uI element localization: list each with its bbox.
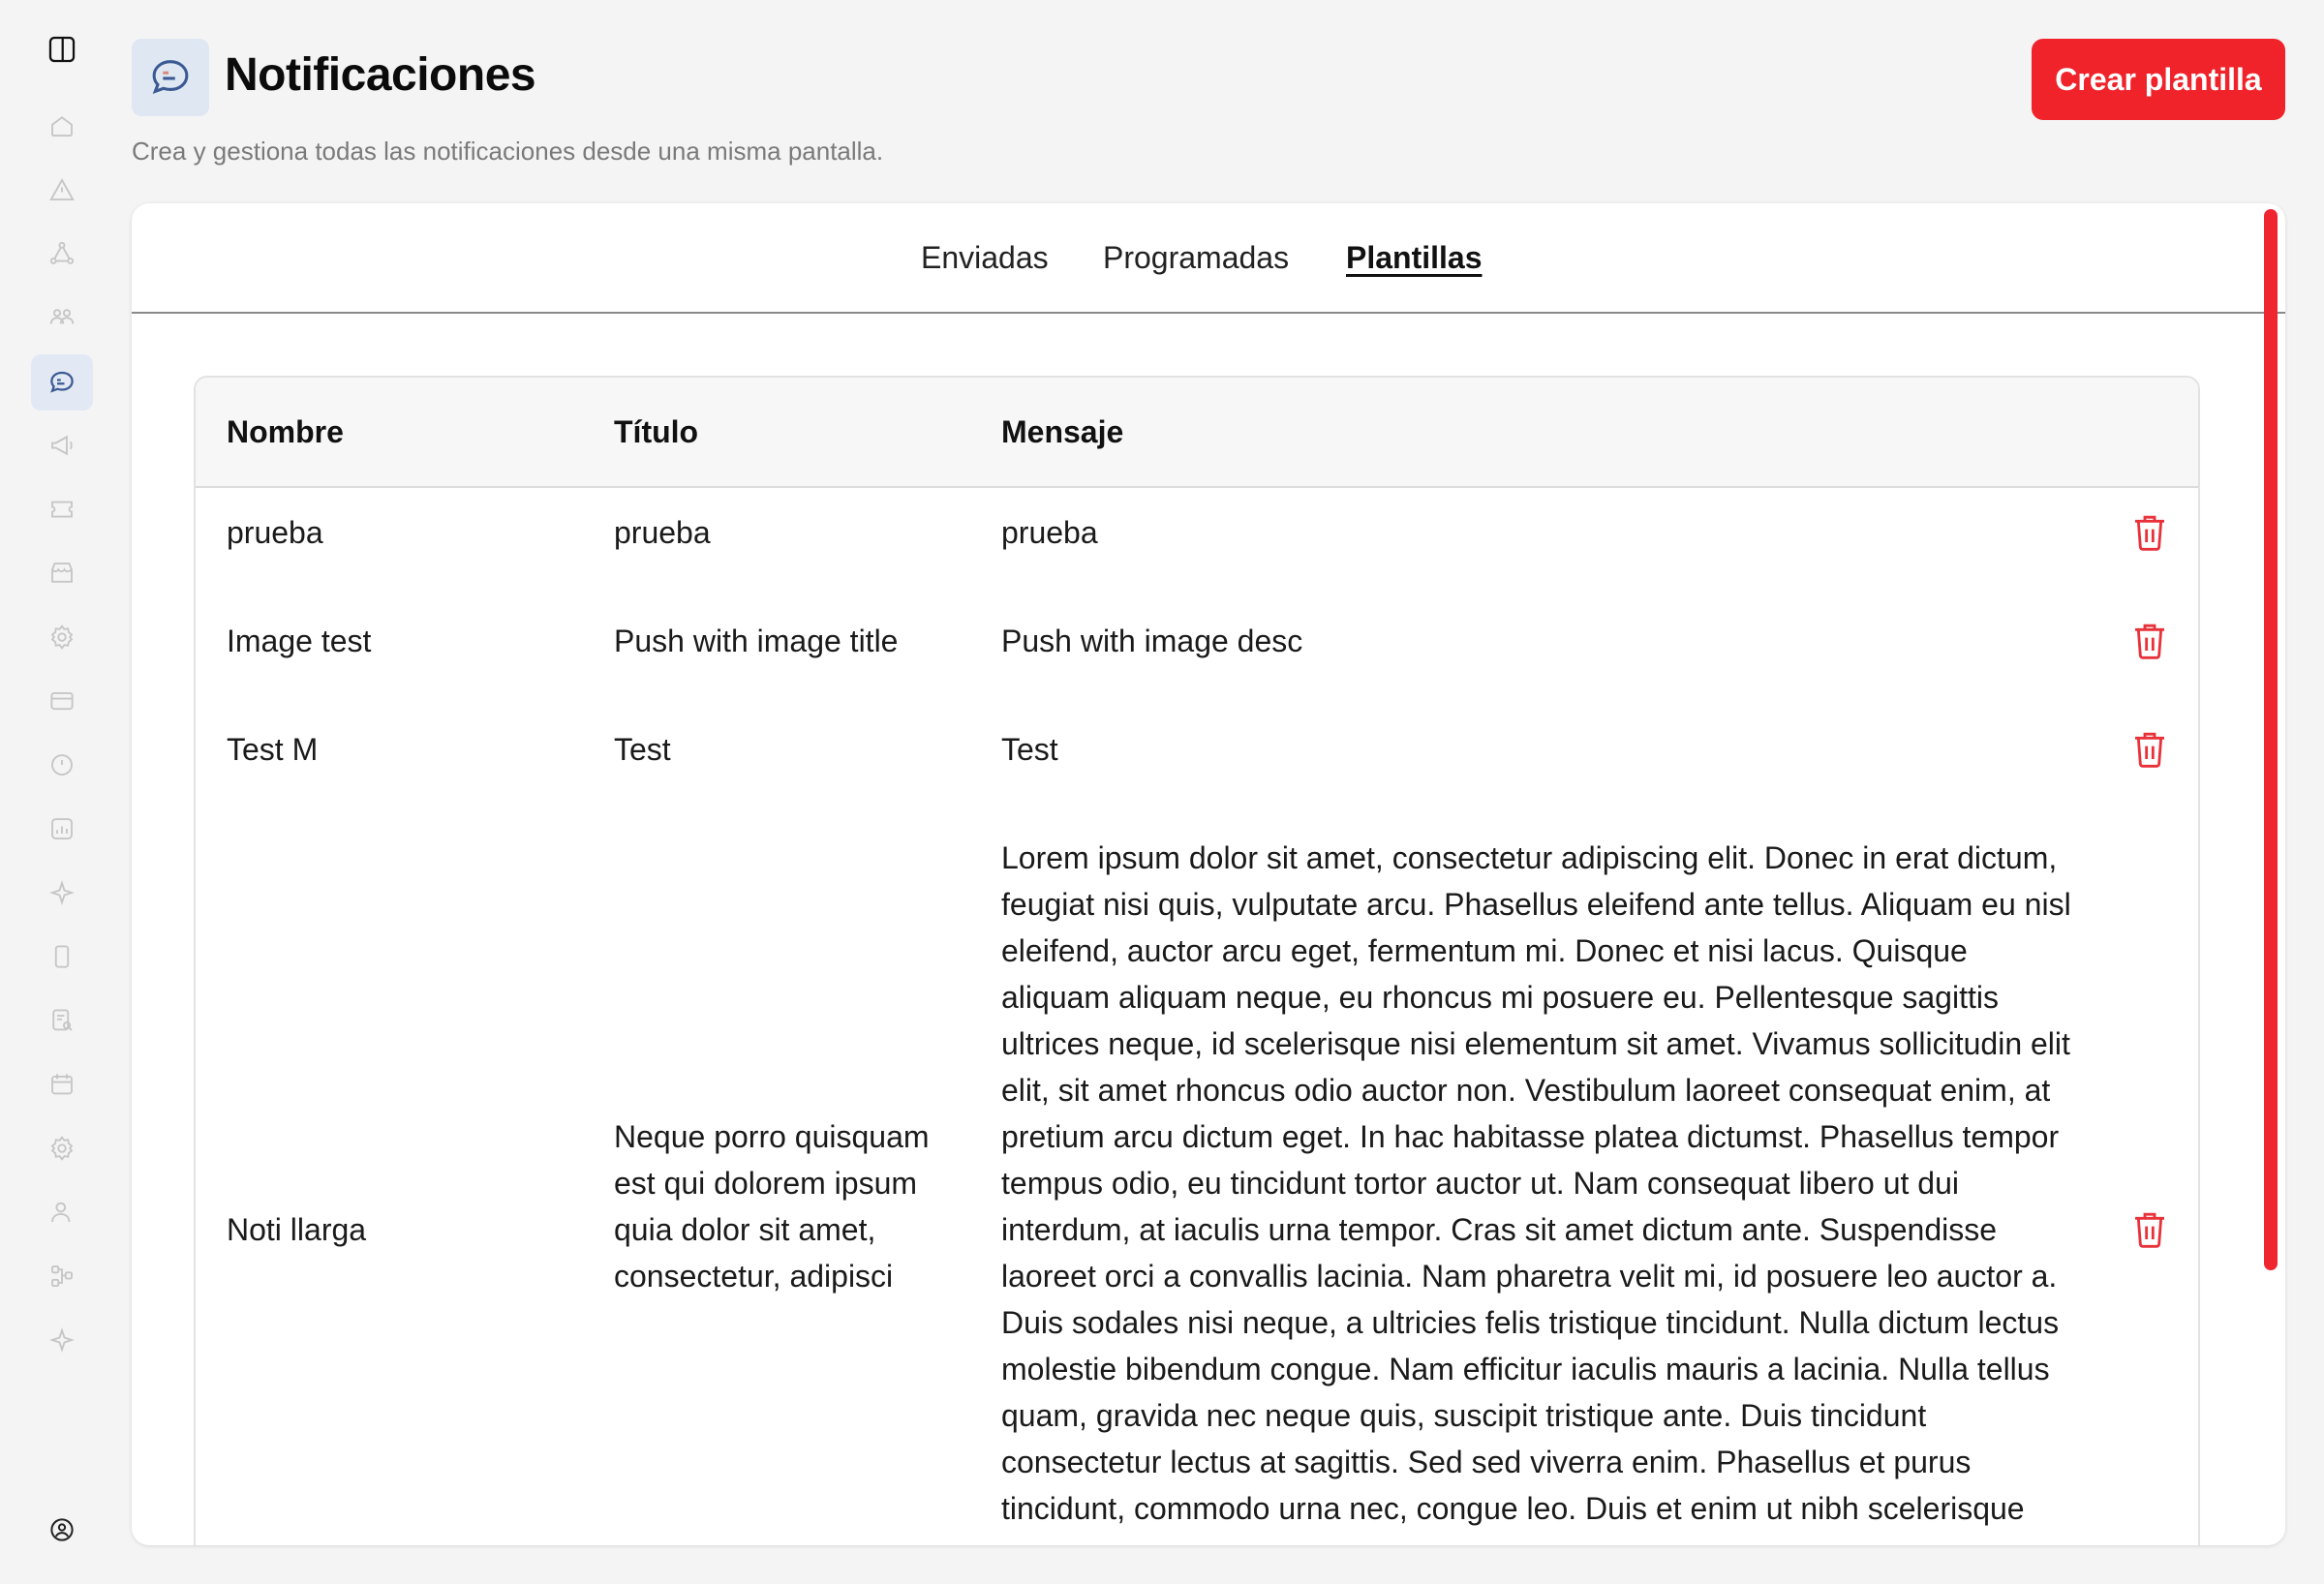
doc-search-icon[interactable] — [31, 992, 93, 1049]
cell-nombre: prueba — [227, 515, 323, 550]
cell-titulo: prueba — [614, 515, 711, 550]
analytics-icon[interactable] — [31, 801, 93, 857]
network-icon[interactable] — [31, 226, 93, 282]
cell-nombre: Image test — [227, 624, 372, 658]
calendar-icon[interactable] — [31, 1056, 93, 1112]
trash-icon[interactable] — [2130, 728, 2169, 771]
cell-line: molestie bibendum congue. Nam efficitur iaculis mauris a lacinia. Nulla tellus — [1001, 1352, 2050, 1386]
cell-mensaje — [1001, 835, 2071, 1532]
cell-line: elit, sit amet rhoncus odio auctor non. Vestibulum laoreet consequat enim, at — [1001, 1073, 2051, 1108]
card-icon[interactable] — [31, 673, 93, 729]
cell-line: consectetur lectus at sagittis. Sed sed viverra enim. Phasellus et purus — [1001, 1445, 1972, 1479]
column-header-mensaje: Mensaje — [1001, 414, 1124, 449]
cell-line: feugiat nisi quis, vulputate arcu. Phasellus eleifend ante tellus. Aliquam eu nisl — [1001, 887, 2071, 922]
cell-nombre: Noti llarga — [227, 1212, 367, 1247]
cell-mensaje: Push with image desc — [1001, 624, 1303, 658]
phone-icon[interactable] — [31, 929, 93, 985]
cell-titulo: Push with image title — [614, 624, 899, 658]
scrollbar[interactable] — [2264, 209, 2278, 1270]
profile-icon[interactable] — [31, 1502, 93, 1558]
users-icon[interactable] — [31, 289, 93, 345]
tab-programadas[interactable]: Programadas — [1103, 240, 1290, 275]
chat-icon[interactable] — [31, 354, 93, 411]
cell-line: tempus odio, eu tincidunt tortor auctor ut. Nam consequat libero ut dui — [1001, 1166, 1959, 1201]
gear-icon[interactable] — [31, 1120, 93, 1176]
ticket-icon[interactable] — [31, 481, 93, 537]
panel-toggle-icon[interactable] — [31, 21, 93, 77]
cell-line: ultrices neque, id scelerisque nisi elementum sit amet. Vivamus sollicitudin elit — [1001, 1026, 2070, 1061]
templates-table — [194, 376, 2200, 1545]
cell-mensaje: Test — [1001, 732, 1058, 767]
tab-bar — [132, 203, 2285, 314]
clock-icon[interactable] — [31, 737, 93, 793]
cell-line: quia dolor sit amet, — [614, 1212, 876, 1247]
cell-line: laoreet orci a convallis lacinia. Nam pharetra velit mi, id posuere leo auctor a. — [1001, 1259, 2058, 1294]
cell-mensaje: prueba — [1001, 515, 1098, 550]
sidebar — [0, 0, 124, 1584]
trash-icon[interactable] — [2130, 620, 2169, 662]
flow-icon[interactable] — [31, 1248, 93, 1304]
tab-enviadas[interactable]: Enviadas — [921, 240, 1049, 275]
alert-icon[interactable] — [31, 162, 93, 218]
cell-titulo — [614, 1113, 930, 1299]
sparkle-icon[interactable] — [31, 865, 93, 921]
cell-line: consectetur, adipisci — [614, 1259, 894, 1294]
store-icon[interactable] — [31, 545, 93, 601]
cell-line: Neque porro quisquam — [614, 1119, 930, 1154]
cell-line: quam, gravida nec neque quis, suscipit tristique ante. Duis tincidunt — [1001, 1398, 1927, 1433]
page-subtitle: Crea y gestiona todas las notificaciones desde una misma pantalla. — [132, 137, 884, 166]
cell-line: eleifend, auctor arcu eget, fermentum mi. Donec et nisi lacus. Quisque — [1001, 933, 1968, 968]
tab-plantillas[interactable]: Plantillas — [1346, 240, 1483, 275]
trash-icon[interactable] — [2130, 1208, 2169, 1251]
trash-icon[interactable] — [2130, 511, 2169, 554]
cell-line: Duis sodales nisi neque, a ultricies felis tristique tincidunt. Nulla dictum lectus — [1001, 1305, 2060, 1340]
cell-line: est qui dolorem ipsum — [614, 1166, 918, 1201]
cell-line: Lorem ipsum dolor sit amet, consectetur adipiscing elit. Donec in erat dictum, — [1001, 840, 2058, 875]
chat-bubble-icon — [132, 39, 209, 116]
notifications-card — [132, 203, 2285, 1545]
settings-icon[interactable] — [31, 609, 93, 665]
cell-titulo: Test — [614, 732, 671, 767]
sparkle-icon-2[interactable] — [31, 1312, 93, 1368]
home-icon[interactable] — [31, 98, 93, 154]
cell-nombre: Test M — [227, 732, 319, 767]
column-header-nombre: Nombre — [227, 414, 344, 449]
create-template-button[interactable]: Crear plantilla — [2032, 39, 2285, 120]
user-icon[interactable] — [31, 1184, 93, 1240]
cell-line: interdum, at iaculis urna tempor. Cras sit amet dictum ante. Suspendisse — [1001, 1212, 1998, 1247]
megaphone-icon[interactable] — [31, 417, 93, 473]
cell-line: pretium arcu dictum eget. In hac habitasse platea dictumst. Phasellus tempor — [1001, 1119, 2060, 1154]
cell-line: tincidunt, commodo urna nec, congue leo. Duis et enim ut nibh scelerisque — [1001, 1491, 2025, 1526]
page-title: Notificaciones — [225, 49, 536, 101]
table-header — [196, 378, 2200, 488]
column-header-titulo: Título — [614, 414, 699, 449]
cell-line: aliquam aliquam neque, eu rhoncus mi posuere eu. Pellentesque sagittis — [1001, 980, 1999, 1015]
